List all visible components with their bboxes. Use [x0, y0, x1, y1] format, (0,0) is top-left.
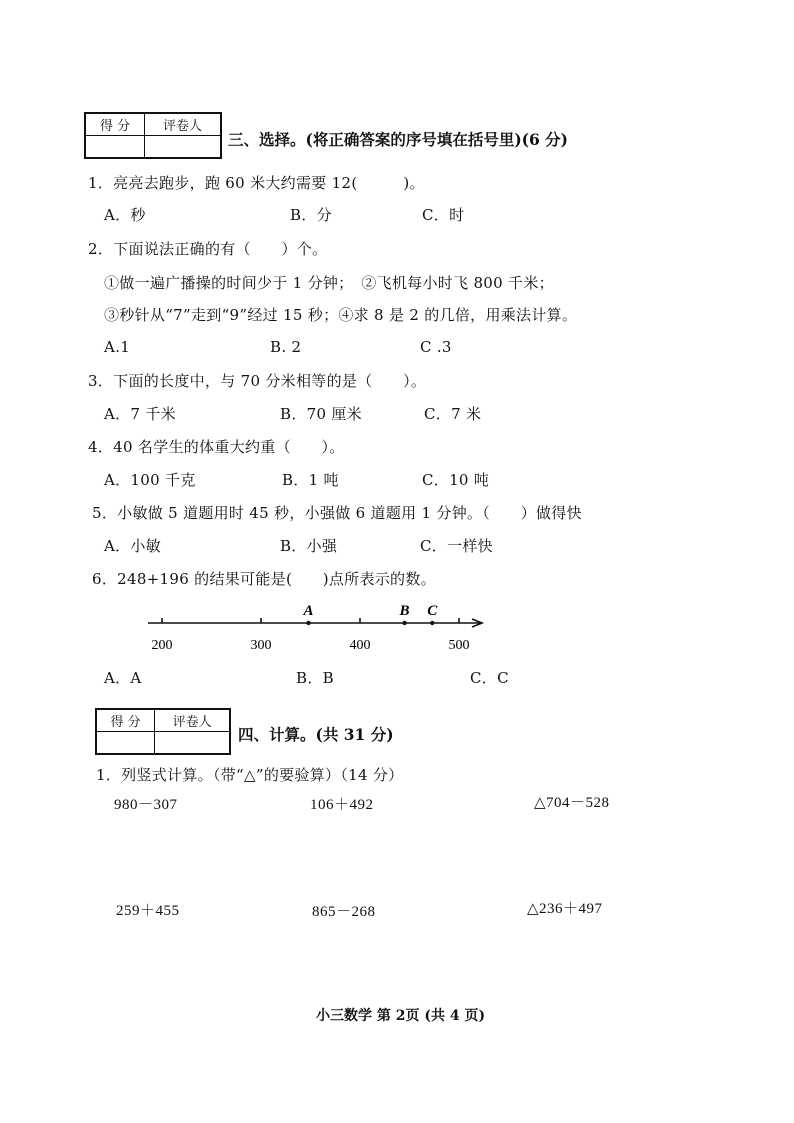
number-line-point-label: C: [427, 603, 438, 619]
number-line-tick-label: 200: [151, 638, 173, 653]
q3-option-a[interactable]: A．7 千米: [104, 405, 176, 423]
score-label: 得 分: [96, 709, 155, 732]
q3-option-b[interactable]: B．70 厘米: [280, 405, 362, 423]
section4-heading: 四、计算。(共 31 分): [238, 725, 394, 744]
q1-option-c[interactable]: C．时: [422, 206, 465, 224]
question-3-stem: 3．下面的长度中，与 70 分米相等的是（ ）。: [88, 372, 427, 390]
number-line-point: [430, 621, 434, 625]
q5-option-c[interactable]: C．一样快: [420, 537, 493, 555]
number-line-point: [306, 621, 310, 625]
q5-option-a[interactable]: A．小敏: [104, 537, 162, 555]
q6-option-a[interactable]: A．A: [104, 669, 142, 687]
score-cell[interactable]: [96, 732, 155, 755]
number-line: [140, 596, 500, 656]
number-line-point-label: A: [303, 603, 314, 619]
question-4-stem: 4．40 名学生的体重大约重（ ）。: [88, 438, 345, 456]
question-5-stem: 5．小敏做 5 道题用时 45 秒，小强做 6 道题用 1 分钟。（ ）做得快: [92, 504, 582, 522]
grader-label: 评卷人: [155, 709, 230, 732]
calc-item-6: △236＋497: [527, 901, 603, 917]
number-line-point-label: B: [399, 603, 410, 619]
question-1-stem: 1．亮亮去跑步，跑 60 米大约需要 12( )。: [88, 174, 425, 192]
q2-statement-line-2: ③秒针从“7”走到“9”经过 15 秒；④求 8 是 2 的几倍，用乘法计算。: [104, 306, 578, 324]
section4-q1-instruction: 1．列竖式计算。（带“△”的要验算）（14 分）: [96, 766, 404, 784]
grader-label: 评卷人: [145, 113, 221, 136]
q4-option-b[interactable]: B．1 吨: [282, 471, 339, 489]
q6-option-b[interactable]: B．B: [296, 669, 334, 687]
q4-option-a[interactable]: A．100 千克: [104, 471, 196, 489]
calc-item-4: 259＋455: [116, 903, 180, 919]
q1-option-a[interactable]: A．秒: [104, 206, 146, 224]
number-line-tick-label: 500: [448, 638, 470, 653]
calc-item-2: 106＋492: [310, 797, 374, 813]
grader-cell[interactable]: [145, 136, 221, 159]
score-label: 得 分: [85, 113, 145, 136]
number-line-tick-label: 300: [250, 638, 272, 653]
calc-item-3: △704－528: [534, 795, 610, 811]
score-box-section4: [95, 708, 231, 755]
score-cell[interactable]: [85, 136, 145, 159]
number-line-tick-label: 400: [349, 638, 371, 653]
q2-statement-line-1: ①做一遍广播操的时间少于 1 分钟； ②飞机每小时飞 800 千米；: [104, 274, 554, 292]
calc-item-5: 865－268: [312, 904, 376, 920]
number-line-point: [402, 621, 406, 625]
question-2-stem: 2．下面说法正确的有（ ）个。: [88, 240, 328, 258]
q5-option-b[interactable]: B．小强: [280, 537, 338, 555]
q4-option-c[interactable]: C．10 吨: [422, 471, 490, 489]
calc-item-1: 980－307: [114, 797, 178, 813]
q2-option-a[interactable]: A.1: [104, 338, 131, 356]
section3-heading: 三、选择。(将正确答案的序号填在括号里)(6 分): [228, 130, 569, 149]
q3-option-c[interactable]: C．7 米: [424, 405, 482, 423]
q2-option-c[interactable]: C .3: [420, 338, 452, 356]
grader-cell[interactable]: [155, 732, 230, 755]
q1-option-b[interactable]: B．分: [290, 206, 332, 224]
q6-option-c[interactable]: C．C: [470, 669, 509, 687]
question-6-stem: 6．248+196 的结果可能是( )点所表示的数。: [92, 570, 436, 588]
score-box-section3: [84, 112, 222, 159]
q2-option-b[interactable]: B. 2: [270, 338, 302, 356]
page-footer: 小三数学 第 2页 (共 4 页): [316, 1008, 486, 1024]
